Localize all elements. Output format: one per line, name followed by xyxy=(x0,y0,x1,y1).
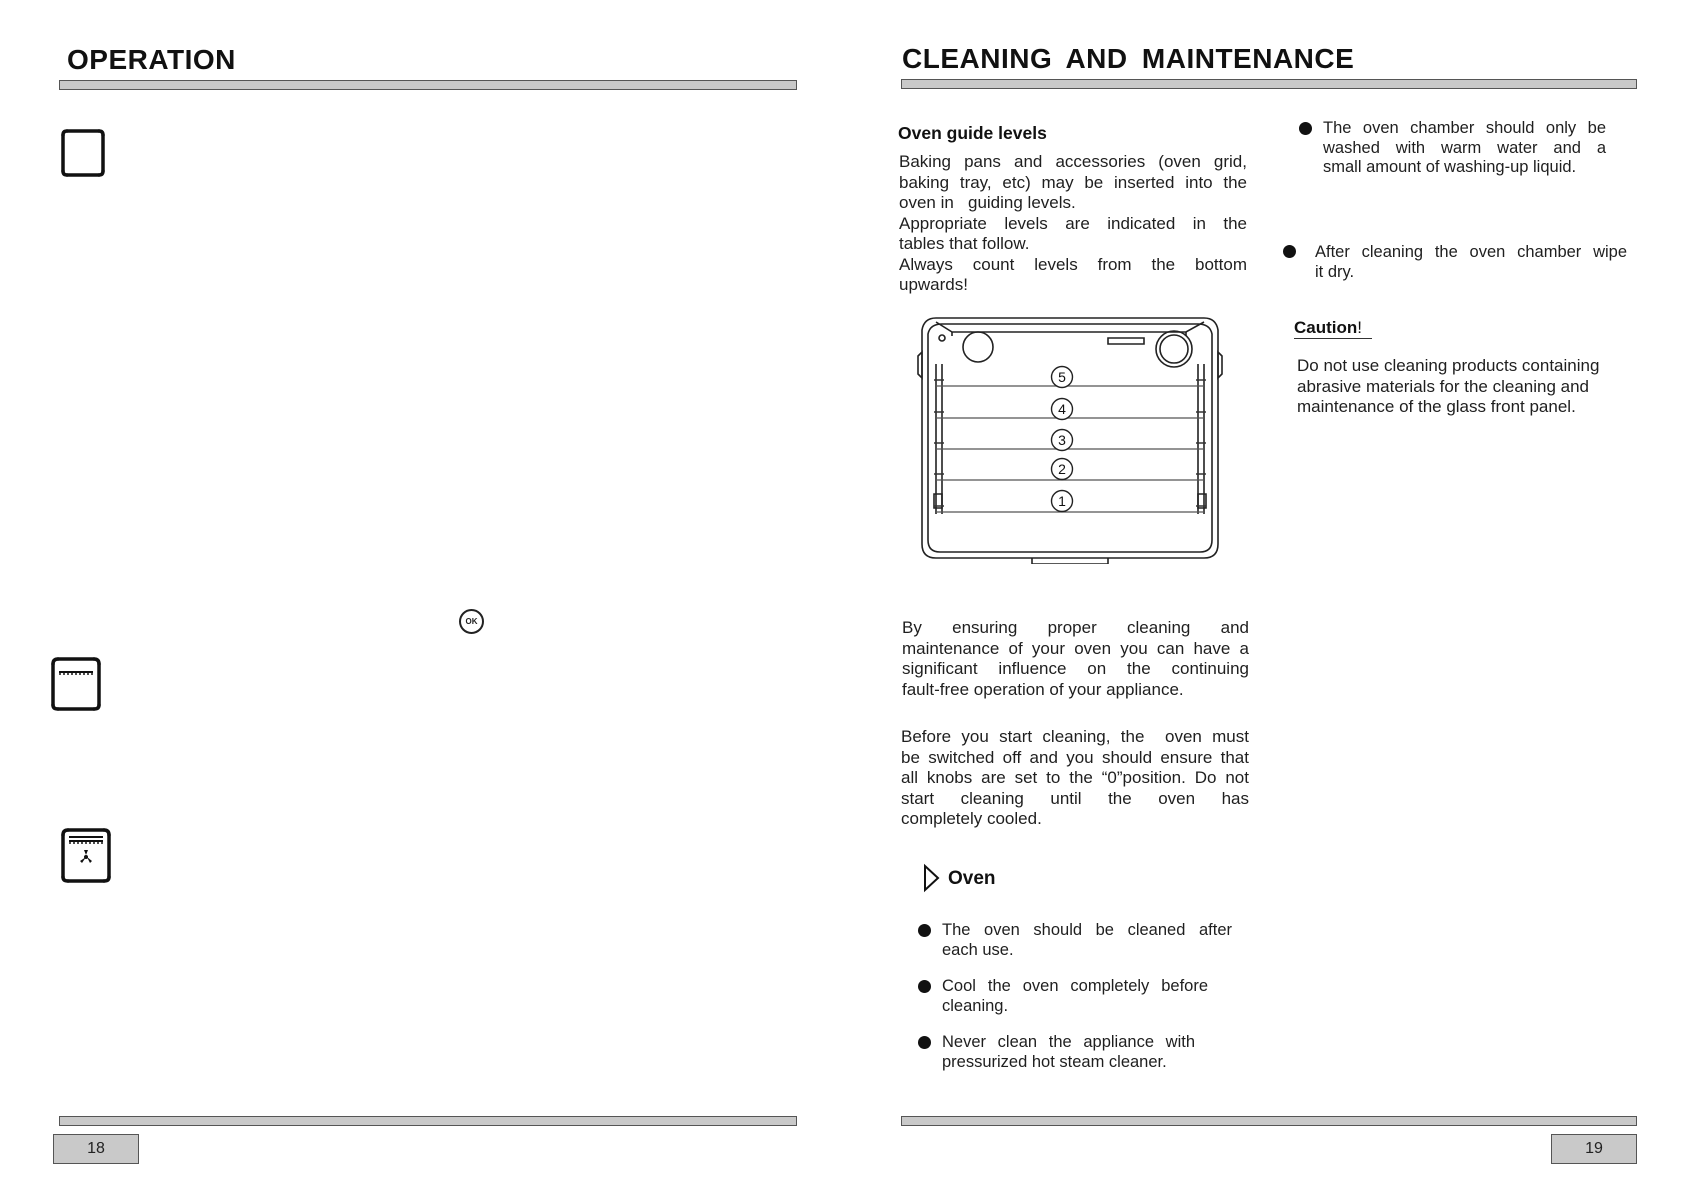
caution-line-2: abrasive materials for the cleaning and xyxy=(1297,376,1589,396)
guide-line-1: Baking pans and accessories (oven grid, xyxy=(899,152,1247,171)
guide-line-6: Always count levels from the bottom xyxy=(899,254,1247,274)
oven-bullet-2-line-1: Cool the oven completely before xyxy=(942,977,1208,995)
guide-line-7: upwards! xyxy=(899,275,968,294)
play-arrow-icon xyxy=(922,863,942,893)
chamber-wash-bullet xyxy=(1323,119,1606,178)
left-header-bar xyxy=(59,80,797,90)
p2-line-4: start cleaning until the oven has xyxy=(901,788,1249,808)
p1-line-4: fault-free operation of your appliance. xyxy=(902,679,1184,699)
chamber-wash-line-1: The oven chamber should only be xyxy=(1323,119,1606,137)
p2-line-3: all knobs are set to the “0”position. Do not xyxy=(901,768,1249,787)
bullet-icon xyxy=(1283,245,1296,258)
p1-line-2: maintenance of your oven you can have a xyxy=(902,638,1249,658)
right-footer-bar xyxy=(901,1116,1637,1126)
before-cleaning-paragraph xyxy=(901,727,1249,830)
oven-bullet-1-line-2: each use. xyxy=(942,940,1014,959)
conventional-oven-icon xyxy=(59,127,107,179)
wipe-dry-line-2: it dry. xyxy=(1315,262,1355,281)
caution-text xyxy=(1297,356,1637,418)
fan-grill-icon xyxy=(59,826,113,886)
chamber-wash-line-2: washed with warm water and a xyxy=(1323,138,1606,157)
guide-line-3: oven in guiding levels. xyxy=(899,193,1076,212)
caution-mark: ! xyxy=(1357,318,1363,337)
level-label-4: 4 xyxy=(1058,401,1066,417)
oven-bullet-1 xyxy=(942,921,1232,960)
oven-bullet-1-line-1: The oven should be cleaned after xyxy=(942,921,1232,939)
bullet-icon xyxy=(918,980,931,993)
caution-label xyxy=(1294,318,1372,339)
oven-levels-diagram xyxy=(912,314,1228,564)
right-header-bar xyxy=(901,79,1637,89)
level-label-5: 5 xyxy=(1058,369,1066,385)
oven-heading: Oven xyxy=(948,868,996,889)
left-footer-bar xyxy=(59,1116,797,1126)
guide-line-4: Appropriate levels are indicated in the xyxy=(899,213,1247,233)
left-page-number: 18 xyxy=(53,1134,139,1164)
bullet-icon xyxy=(918,1036,931,1049)
level-label-2: 2 xyxy=(1058,461,1066,477)
bullet-icon xyxy=(918,924,931,937)
wipe-dry-line-1: After cleaning the oven chamber wipe xyxy=(1315,243,1627,261)
oven-bullet-3 xyxy=(942,1033,1195,1072)
p2-line-5: completely cooled. xyxy=(901,809,1042,828)
top-heater-icon xyxy=(49,655,103,713)
guide-levels-text xyxy=(899,152,1247,296)
wipe-dry-bullet xyxy=(1315,243,1627,282)
caution-line-3: maintenance of the glass front panel. xyxy=(1297,397,1576,416)
oven-bullet-3-line-2: pressurized hot steam cleaner. xyxy=(942,1052,1167,1071)
bullet-icon xyxy=(1299,122,1312,135)
level-label-3: 3 xyxy=(1058,432,1066,448)
right-page-title: CLEANING AND MAINTENANCE xyxy=(902,43,1355,74)
p2-line-1: Before you start cleaning, the oven must xyxy=(901,727,1249,746)
caution-line-1: Do not use cleaning products containing xyxy=(1297,356,1600,375)
oven-bullet-3-line-1: Never clean the appliance with xyxy=(942,1033,1195,1051)
guide-line-5: tables that follow. xyxy=(899,234,1030,253)
guide-levels-heading: Oven guide levels xyxy=(898,123,1047,143)
guide-line-2: baking tray, etc) may be inserted into the xyxy=(899,172,1247,192)
oven-bullet-2-line-2: cleaning. xyxy=(942,996,1009,1015)
chamber-wash-line-3: small amount of washing-up liquid. xyxy=(1323,158,1577,176)
p1-line-1: By ensuring proper cleaning and xyxy=(902,618,1249,637)
p1-line-3: significant influence on the continuing xyxy=(902,659,1249,678)
left-page-title: OPERATION xyxy=(67,44,236,75)
right-page-number: 19 xyxy=(1551,1134,1637,1164)
ok-button-icon: OK xyxy=(459,609,484,634)
p2-line-2: be switched off and you should ensure that xyxy=(901,747,1249,767)
cleaning-intro-paragraph xyxy=(902,618,1249,700)
caution-word: Caution xyxy=(1294,318,1358,337)
level-label-1: 1 xyxy=(1058,493,1066,509)
oven-bullet-2 xyxy=(942,977,1208,1016)
